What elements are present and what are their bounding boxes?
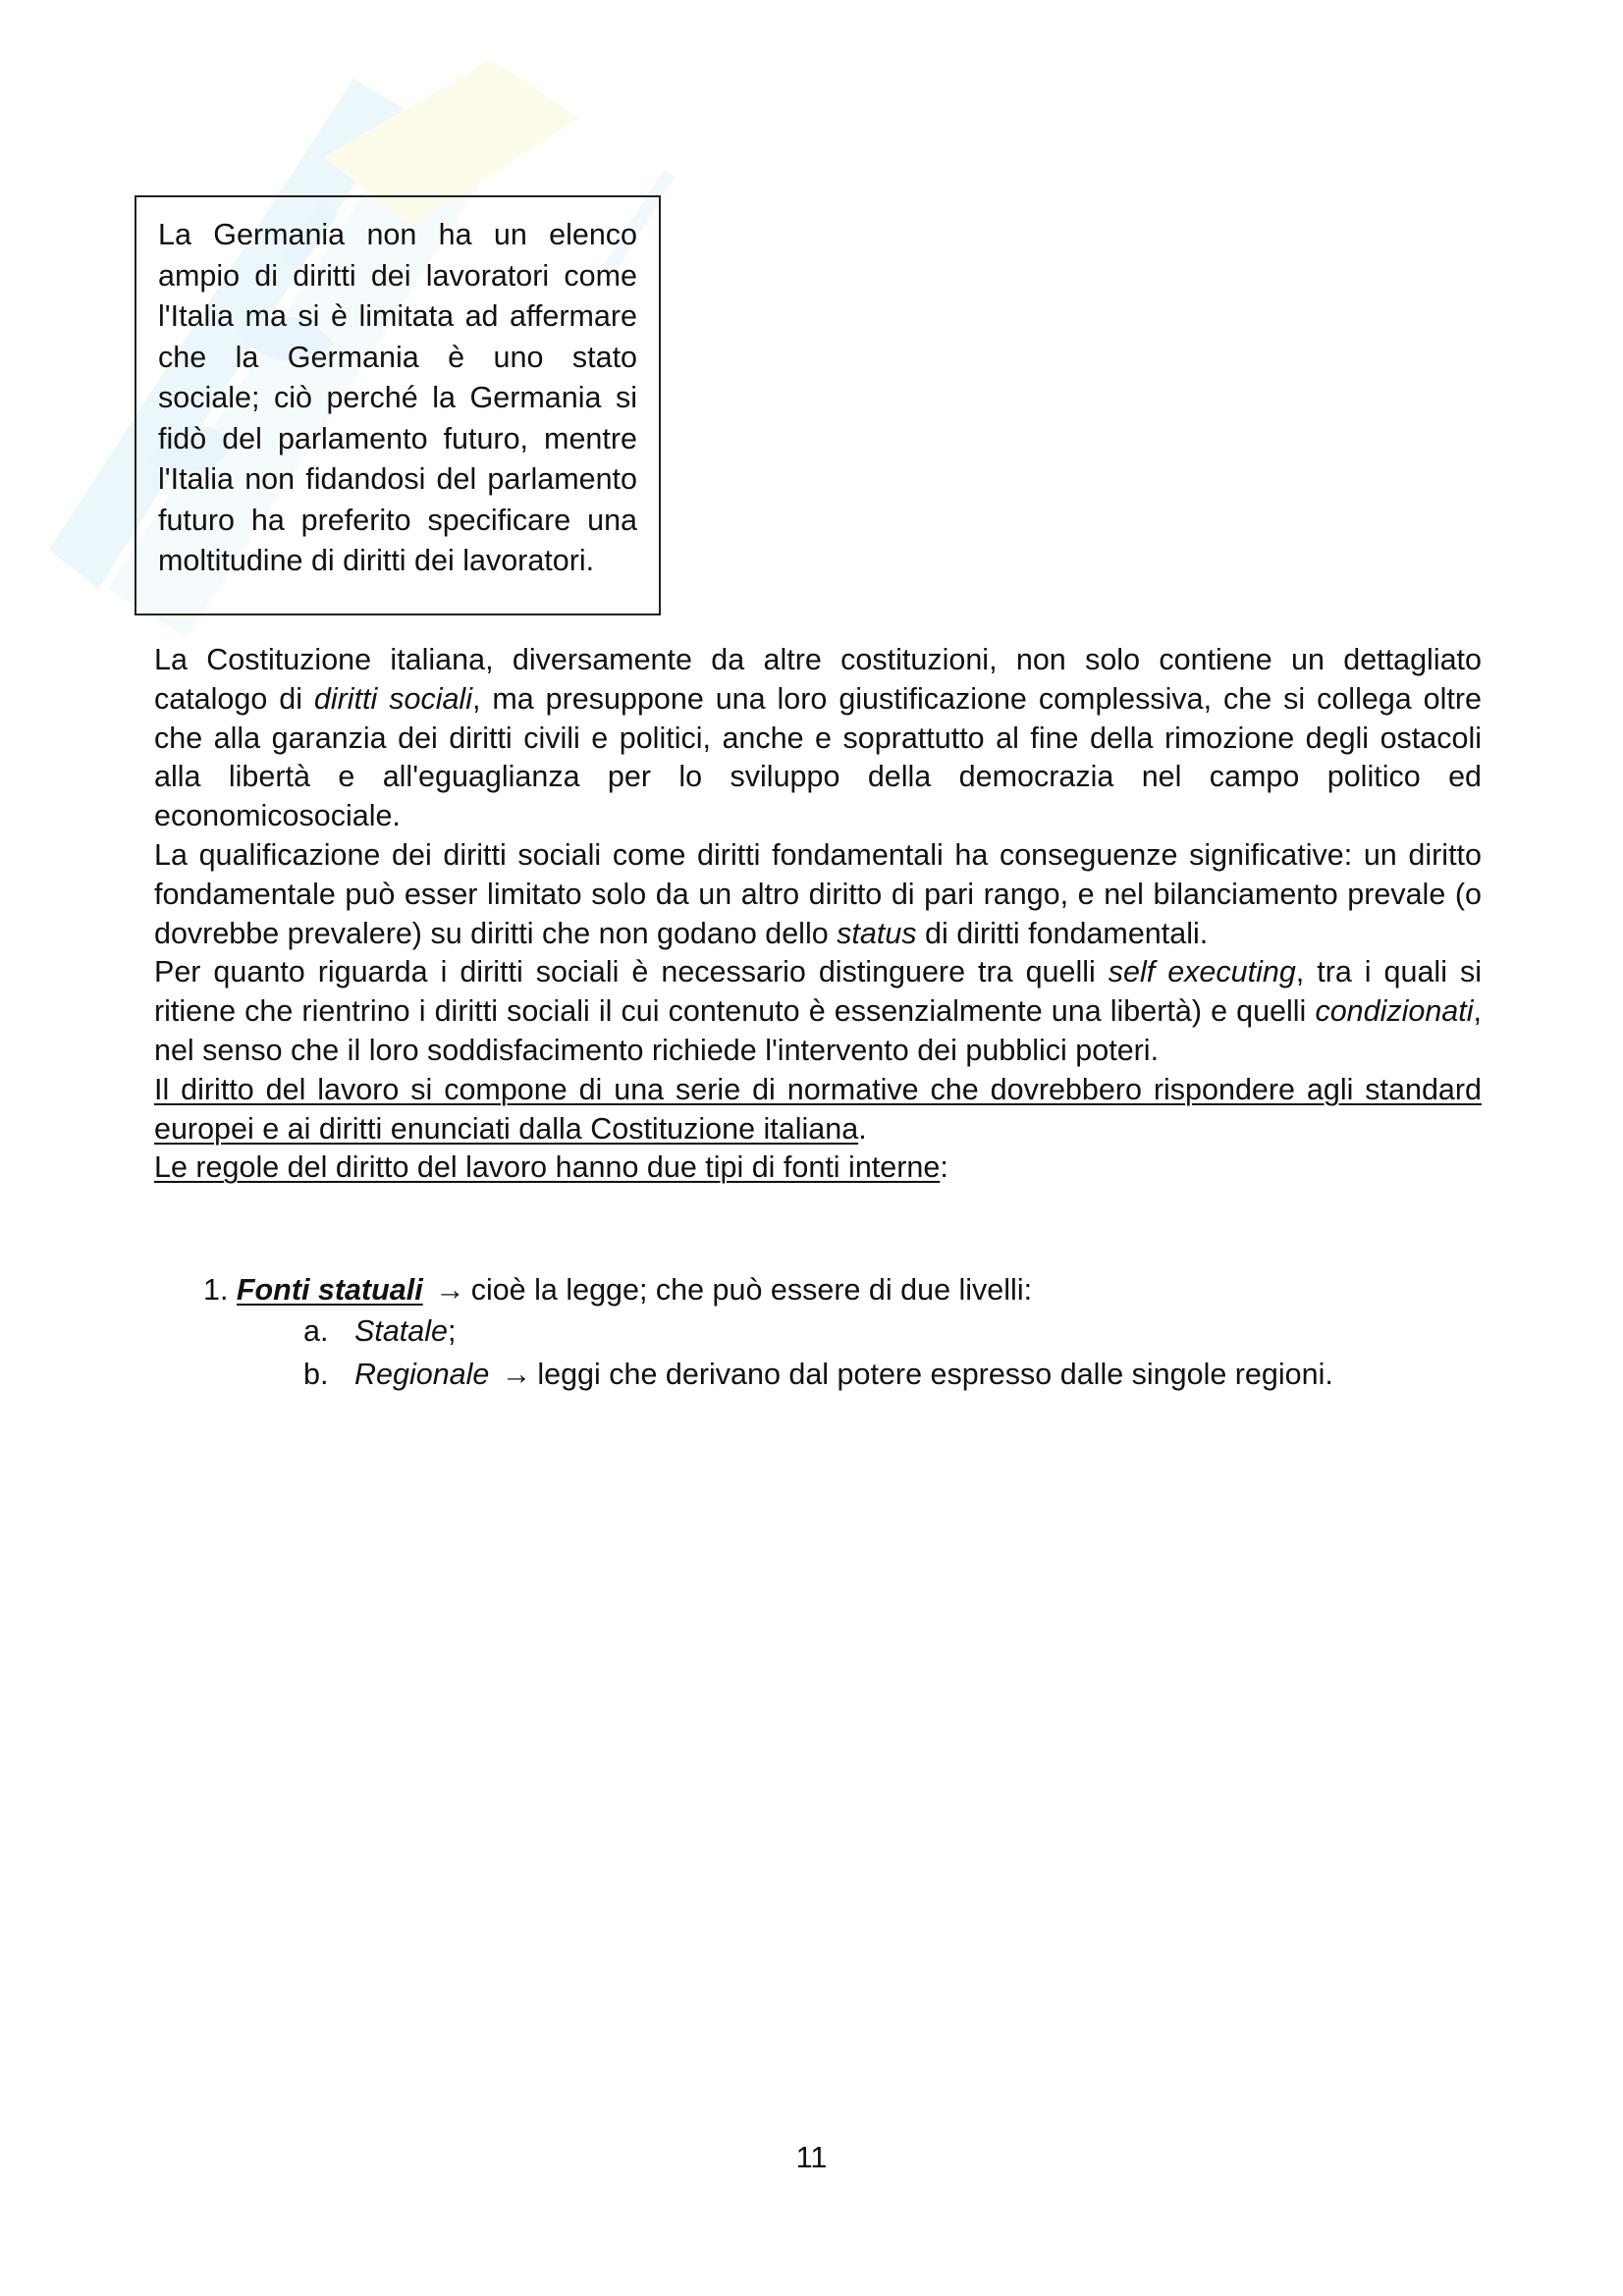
sub-list-item-b-label: Regionale [354,1358,490,1391]
paragraph-fundamental-rights [154,836,1482,953]
paragraph-3-italic-condizionati: condizionati [1315,994,1474,1029]
arrow-right-icon: → [435,1273,465,1307]
sub-list-marker-a: a. [303,1314,329,1348]
paragraph-4-underlined-c: europei e ai diritti enunciati dalla Costituzione italiana [154,1111,859,1146]
paragraph-3-text-e: , nel senso che il loro soddisfacimento richiede l'intervento dei pubblici poteri. [154,994,1482,1067]
paragraph-sources [154,1148,1482,1188]
paragraph-1-text-a: La Costituzione italiana, diversamente da altre costituzioni, non solo contiene un dettagliato catalogo di [154,643,1482,716]
sub-list [303,1309,1333,1396]
paragraph-5-colon: : [940,1150,948,1185]
boxed-note-text: La Germania non ha un elenco ampio di diritti dei lavoratori come l'Italia ma si è limitata ad affermare che la Germania è uno stato sociale; ciò perché la Germania si fidò del parlamento futuro, mentre l'Italia non fidandosi del parlamento futuro ha preferito specificare una moltitudine di diritti dei lavoratori. [158,218,637,577]
paragraph-self-executing [154,953,1482,1070]
paragraph-3-text-c: , tra i quali si ritiene che rientrino i diritti sociali il cui contenuto è essenzialmente una libertà) e quelli [154,955,1482,1029]
paragraph-1-italic-diritti-sociali: diritti sociali [313,681,472,716]
list-item-1-label: Fonti statuali [236,1273,423,1307]
paragraph-3-italic-self-executing: self executing [1108,955,1296,989]
paragraph-5-underlined: Le regole del diritto del lavoro hanno due tipi di fonti interne [154,1150,941,1185]
paragraph-1-text-c: , ma presuppone una loro giustificazione complessiva, che si collega oltre che alla garanzia dei diritti civili e politici, anche e soprattutto al fine della rimozione degli ostacoli alla libertà e all'eguaglianza per lo sviluppo della democrazia nel campo politico ed economicosociale. [154,681,1482,833]
paragraph-3-text-a: Per quanto riguarda i diritti sociali è necessario distinguere tra quelli [154,955,1109,989]
arrow-right-icon: → [501,1358,532,1391]
sub-list-item-statale [303,1309,1333,1353]
list-item-fonti-statuali [203,1270,1032,1309]
paragraph-2-text-c: di diritti fondamentali. [916,916,1209,950]
paragraph-4-underlined-a: Il diritto del lavoro si compone di una serie di normative che dovrebbero rispondere agli standard [154,1072,1482,1106]
paragraph-2-italic-status: status [837,916,917,950]
list-item-1-text: cioè la legge; che può essere di due livelli: [470,1273,1033,1307]
paragraph-4-period: . [858,1111,867,1146]
sub-list-item-b-text: leggi che derivano dal potere espresso dalle singole regioni. [537,1358,1333,1391]
sub-list-item-a-text: ; [447,1314,457,1348]
body-text [154,641,1482,1188]
paragraph-social-rights [154,641,1482,836]
sub-list-item-regionale [303,1353,1333,1396]
paragraph-labor-law [154,1071,1482,1149]
sub-list-item-a-label: Statale [354,1314,448,1348]
sub-list-marker-b: b. [303,1358,329,1391]
boxed-note [135,195,661,615]
list-marker-1: 1. [203,1273,229,1307]
paragraph-2-text-a: La qualificazione dei diritti sociali come diritti fondamentali ha conseguenze significative: un diritto fondamentale può esser limitato solo da un altro diritto di pari rango, e nel bilanciamento prevale (o dovrebbe prevalere) su diritti che non godano dello [154,837,1482,950]
page-number: 11 [795,2141,828,2174]
